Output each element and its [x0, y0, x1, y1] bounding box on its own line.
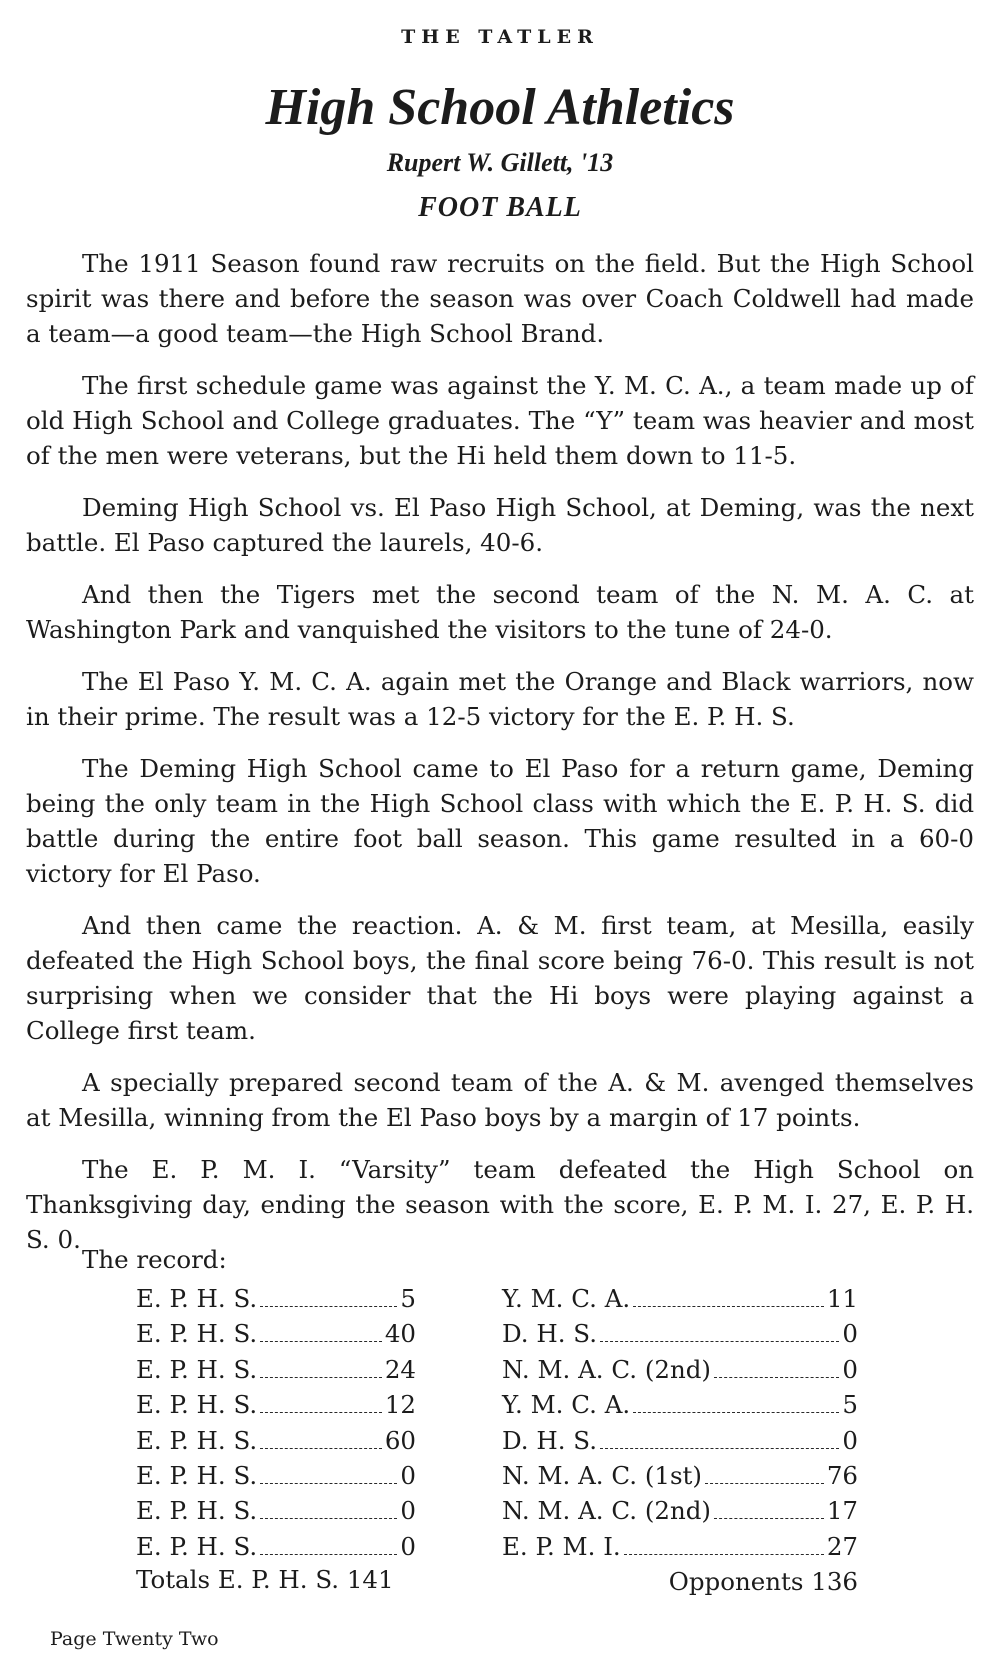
team-score: 5 — [400, 1284, 416, 1313]
article-title: High School Athletics — [265, 79, 735, 136]
paragraph: Deming High School vs. El Paso High School, at Deming, was the next battle. El Paso captured the laurels, 40-6. — [26, 493, 974, 557]
opponent-name: E. P. M. I. — [502, 1531, 621, 1561]
opponent-name: N. M. A. C. (1st) — [502, 1460, 702, 1490]
team-score: 40 — [384, 1319, 416, 1349]
opponent-name: Y. M. C. A. — [502, 1390, 631, 1420]
leader-dashes — [714, 1377, 839, 1378]
paragraph: The Deming High School came to El Paso for a return game, Deming being the only team in the High School class with which the E. P. H. S. did battle during the entire foot ball season. This game resulted in a 60-0 victory for El Paso. — [26, 754, 974, 888]
team-name: E. P. H. S. — [136, 1496, 258, 1526]
paragraph: The first schedule game was against the Y. M. C. A., a team made up of old High School and College graduates. The “Y” team was heavier and most of the men were veterans, but the Hi held them down to 11-5. — [26, 371, 974, 470]
article-body — [26, 246, 974, 1274]
leader-dashes — [260, 1377, 382, 1378]
record-row — [136, 1316, 416, 1351]
paragraph: And then the Tigers met the second team of the N. M. A. C. at Washington Park and vanquished the visitors to the tune of 24-0. — [26, 580, 974, 644]
team-name: E. P. H. S. — [136, 1531, 258, 1561]
record-row — [136, 1352, 416, 1387]
leader-dashes — [260, 1483, 397, 1484]
record-row — [136, 1493, 416, 1528]
record-row — [136, 1387, 416, 1422]
team-name: E. P. H. S. — [136, 1390, 258, 1420]
article-byline: Rupert W. Gillett, '13 — [386, 148, 614, 177]
record-ephs-column — [136, 1281, 416, 1564]
team-name: E. P. H. S. — [136, 1354, 258, 1384]
record-row — [502, 1423, 858, 1458]
paragraph: The El Paso Y. M. C. A. again met the Orange and Black warriors, now in their prime. The result was a 12-5 victory for the E. P. H. S. — [26, 667, 974, 731]
record-label: The record: — [82, 1245, 227, 1274]
leader-dashes — [633, 1306, 824, 1307]
team-score: 12 — [384, 1390, 416, 1420]
leader-dashes — [600, 1448, 839, 1449]
leader-dashes — [260, 1448, 382, 1449]
running-title: THE TATLER — [401, 26, 599, 48]
team-name: E. P. H. S. — [136, 1284, 258, 1313]
team-score: 0 — [400, 1460, 416, 1490]
record-opponents-column — [502, 1281, 858, 1564]
leader-dashes — [260, 1412, 382, 1413]
record-row — [502, 1458, 858, 1493]
opponent-name: Y. M. C. A. — [502, 1284, 631, 1313]
record-row — [136, 1423, 416, 1458]
record-row — [502, 1316, 858, 1351]
opponent-score: 0 — [842, 1425, 858, 1455]
opponent-score: 27 — [826, 1531, 858, 1561]
team-name: E. P. H. S. — [136, 1319, 258, 1349]
record-row — [136, 1281, 416, 1316]
paragraph: And then came the reaction. A. & M. first team, at Mesilla, easily defeated the High School boys, the final score being 76-0. This result is not surprising when we consider that the Hi boys were playing against a College first team. — [26, 911, 974, 1045]
leader-dashes — [633, 1412, 839, 1413]
leader-dashes — [600, 1341, 839, 1342]
opponent-name: N. M. A. C. (2nd) — [502, 1496, 711, 1526]
opponent-score: 0 — [842, 1319, 858, 1349]
team-score: 0 — [400, 1496, 416, 1526]
leader-dashes — [260, 1341, 382, 1342]
leader-dashes — [705, 1483, 824, 1484]
leader-dashes — [624, 1554, 824, 1555]
totals-opponents: Opponents 136 — [668, 1567, 858, 1596]
record-row — [502, 1281, 858, 1316]
paragraph: A specially prepared second team of the A. & M. avenged themselves at Mesilla, winning from the El Paso boys by a margin of 17 points. — [26, 1068, 974, 1132]
leader-dashes — [260, 1554, 397, 1555]
record-row — [502, 1387, 858, 1422]
record-row — [502, 1352, 858, 1387]
opponent-score: 0 — [842, 1354, 858, 1384]
team-name: E. P. H. S. — [136, 1460, 258, 1490]
opponent-name: N. M. A. C. (2nd) — [502, 1354, 711, 1384]
record-row — [136, 1458, 416, 1493]
opponent-name: D. H. S. — [502, 1425, 597, 1455]
opponent-score: 11 — [826, 1284, 858, 1313]
team-score: 24 — [384, 1354, 416, 1384]
team-name: E. P. H. S. — [136, 1425, 258, 1455]
opponent-score: 17 — [826, 1496, 858, 1526]
leader-dashes — [714, 1518, 824, 1519]
opponent-name: D. H. S. — [502, 1319, 597, 1349]
paragraph: The E. P. M. I. “Varsity” team defeated the High School on Thanksgiving day, ending the season with the score, E. P. M. I. 27, E. P. H. S. 0. — [26, 1155, 974, 1254]
page-number: Page Twenty Two — [50, 1628, 219, 1650]
paragraph: The 1911 Season found raw recruits on the field. But the High School spirit was there and before the season was over Coach Coldwell had made a team—a good team—the High School Brand. — [26, 249, 974, 348]
record-row — [502, 1493, 858, 1528]
totals-ephs: Totals E. P. H. S. 141 — [136, 1565, 394, 1594]
team-score: 60 — [384, 1425, 416, 1455]
leader-dashes — [260, 1306, 397, 1307]
opponent-score: 5 — [842, 1390, 858, 1420]
team-score: 0 — [400, 1531, 416, 1561]
leader-dashes — [260, 1518, 397, 1519]
record-row — [502, 1529, 858, 1564]
opponent-score: 76 — [826, 1460, 858, 1490]
section-title: FOOT BALL — [418, 192, 582, 223]
record-row — [136, 1529, 416, 1564]
